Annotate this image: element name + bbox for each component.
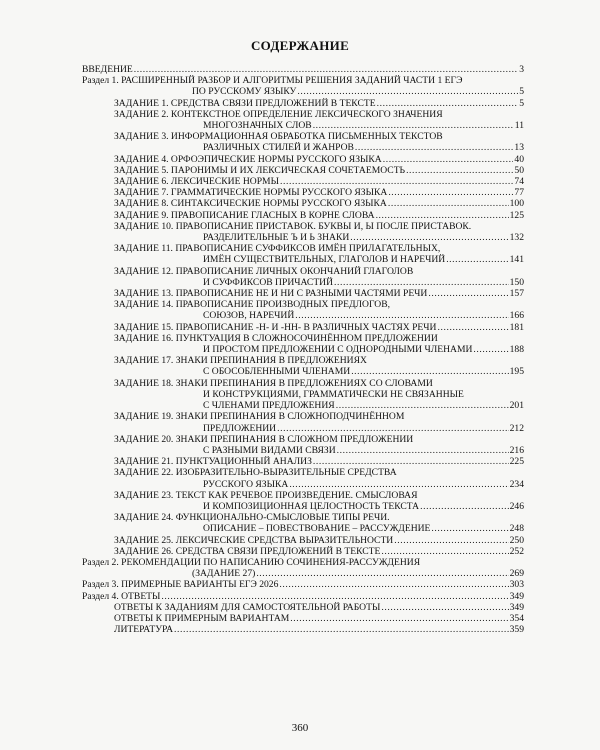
toc-page-number: 349 — [509, 601, 524, 613]
dot-leader — [313, 120, 514, 131]
dot-leader — [134, 64, 518, 75]
toc-entry — [82, 64, 524, 75]
toc-entry — [82, 187, 524, 198]
toc-entry-text: ЗАДАНИЕ 21. ПУНКТУАЦИОННЫЙ АНАЛИЗ — [114, 456, 312, 468]
toc-entry-text: ОПИСАНИЕ – ПОВЕСТВОВАНИЕ – РАССУЖДЕНИЕ — [203, 523, 431, 535]
toc-entry-text: ЗАДАНИЕ 22. ИЗОБРАЗИТЕЛЬНО-ВЫРАЗИТЕЛЬНЫЕ СРЕДСТВА — [114, 467, 397, 479]
dot-leader — [174, 624, 509, 635]
dot-leader — [388, 198, 509, 209]
dot-leader — [256, 568, 508, 579]
dot-leader — [383, 154, 514, 165]
toc-page-number: 5 — [519, 97, 524, 109]
toc-entry-text: С ОБОСОБЛЕННЫМИ ЧЛЕНАМИ — [203, 366, 351, 378]
toc-entry-text: РАЗЛИЧНЫХ СТИЛЕЙ И ЖАНРОВ — [203, 142, 354, 154]
page-title: СОДЕРЖАНИЕ — [250, 38, 350, 53]
toc-entry-text: ЗАДАНИЕ 1. СРЕДСТВА СВЯЗИ ПРЕДЛОЖЕНИЙ В ТЕКСТЕ — [114, 97, 376, 109]
toc-page-number: 181 — [509, 321, 524, 333]
toc-entry — [82, 467, 524, 489]
dot-leader — [279, 579, 508, 590]
table-of-contents — [82, 64, 524, 635]
toc-entry-text: С РАЗНЫМИ ВИДАМИ СВЯЗИ — [203, 444, 336, 456]
toc-entry — [82, 456, 524, 467]
toc-entry-text: ЗАДАНИЕ 10. ПРАВОПИСАНИЕ ПРИСТАВОК. БУКВЫ И, Ы ПОСЛЕ ПРИСТАВОК. — [114, 220, 472, 232]
toc-page-number: 354 — [509, 612, 524, 624]
dot-leader — [446, 254, 508, 265]
toc-entry-text: Раздел 4. ОТВЕТЫ — [82, 590, 161, 602]
toc-entry-text: СОЮЗОВ, НАРЕЧИЙ — [203, 310, 295, 322]
toc-entry-text: ПО РУССКОМУ ЯЗЫКУ — [192, 86, 297, 98]
dot-leader — [473, 344, 508, 355]
toc-page-number: 157 — [509, 288, 524, 300]
page-number: 360 — [291, 722, 309, 734]
toc-entry-text: ЗАДАНИЕ 16. ПУНКТУАЦИЯ В СЛОЖНОСОЧИНЁННОМ ПРЕДЛОЖЕНИИ — [114, 332, 438, 344]
toc-entry — [82, 535, 524, 546]
dot-leader — [297, 86, 518, 97]
toc-entry-text: Раздел 2. РЕКОМЕНДАЦИИ ПО НАПИСАНИЮ СОЧИНЕНИЯ-РАССУЖДЕНИЯ — [82, 556, 421, 568]
toc-page-number: 216 — [509, 444, 524, 456]
toc-page-number: 13 — [514, 142, 524, 154]
dot-leader — [377, 98, 519, 109]
toc-entry-text: ЗАДАНИЕ 7. ГРАММАТИЧЕСКИЕ НОРМЫ РУССКОГО ЯЗЫКА — [114, 187, 388, 199]
toc-entry-text: ЗАДАНИЕ 23. ТЕКСТ КАК РЕЧЕВОЕ ПРОИЗВЕДЕНИЕ. СМЫСЛОВАЯ — [114, 489, 418, 501]
toc-entry — [82, 176, 524, 187]
toc-page-number: 201 — [509, 400, 524, 412]
toc-entry — [82, 154, 524, 165]
toc-entry-text: ЗАДАНИЕ 19. ЗНАКИ ПРЕПИНАНИЯ В СЛОЖНОПОДЧИНЁННОМ — [114, 411, 405, 423]
toc-entry — [82, 109, 524, 131]
toc-entry — [82, 546, 524, 557]
toc-entry-text: ОТВЕТЫ К ПРИМЕРНЫМ ВАРИАНТАМ — [114, 612, 290, 624]
toc-entry-text: И КОНСТРУКЦИЯМИ, ГРАММАТИЧЕСКИ НЕ СВЯЗАННЫЕ — [203, 388, 464, 400]
toc-entry-text: ИМЁН СУЩЕСТВИТЕЛЬНЫХ, ГЛАГОЛОВ И НАРЕЧИЙ — [203, 254, 446, 266]
toc-page-number: 225 — [509, 456, 524, 468]
dot-leader — [336, 400, 509, 411]
toc-entry — [82, 243, 524, 265]
toc-page-number: 303 — [509, 579, 524, 591]
toc-entry — [82, 210, 524, 221]
toc-page-number: 252 — [509, 545, 524, 557]
toc-page-number: 248 — [509, 523, 524, 535]
toc-entry-text: ЗАДАНИЕ 25. ЛЕКСИЧЕСКИЕ СРЕДСТВА ВЫРАЗИТЕЛЬНОСТИ — [114, 534, 394, 546]
toc-entry-text: ЗАДАНИЕ 26. СРЕДСТВА СВЯЗИ ПРЕДЛОЖЕНИЙ В ТЕКСТЕ — [114, 545, 381, 557]
toc-entry — [82, 512, 524, 534]
dot-leader — [280, 176, 513, 187]
toc-page-number: 5 — [519, 86, 524, 98]
dot-leader — [290, 613, 508, 624]
toc-entry-text: ЗАДАНИЕ 6. ЛЕКСИЧЕСКИЕ НОРМЫ — [114, 176, 279, 188]
toc-entry — [82, 591, 524, 602]
toc-entry-text: И КОМПОЗИЦИОННАЯ ЦЕЛОСТНОСТЬ ТЕКСТА — [203, 500, 420, 512]
dot-leader — [388, 187, 513, 198]
dot-leader — [381, 602, 508, 613]
dot-leader — [277, 423, 509, 434]
toc-entry-text: (ЗАДАНИЕ 27) — [192, 568, 256, 580]
dot-leader — [351, 366, 508, 377]
dot-leader — [355, 142, 513, 153]
toc-page-number: 269 — [509, 568, 524, 580]
toc-entry-text: Раздел 1. РАСШИРЕННЫЙ РАЗБОР И АЛГОРИТМЫ РЕШЕНИЯ ЗАДАНИЙ ЧАСТИ 1 ЕГЭ — [82, 75, 463, 87]
toc-entry-text: ЗАДАНИЕ 18. ЗНАКИ ПРЕПИНАНИЯ В ПРЕДЛОЖЕНИЯХ СО СЛОВАМИ — [114, 377, 433, 389]
dot-leader — [161, 591, 508, 602]
dot-leader — [437, 322, 508, 333]
toc-entry-text: ЗАДАНИЕ 17. ЗНАКИ ПРЕПИНАНИЯ В ПРЕДЛОЖЕНИЯХ — [114, 355, 367, 367]
toc-entry-text: ЗАДАНИЕ 5. ПАРОНИМЫ И ИХ ЛЕКСИЧЕСКАЯ СОЧЕТАЕМОСТЬ — [114, 164, 406, 176]
toc-entry — [82, 355, 524, 377]
toc-entry-text: ЗАДАНИЕ 8. СИНТАКСИЧЕСКИЕ НОРМЫ РУССКОГО ЯЗЫКА — [114, 198, 387, 210]
toc-entry-text: ЛИТЕРАТУРА — [114, 624, 174, 636]
toc-entry — [82, 333, 524, 355]
toc-page-number: 250 — [509, 534, 524, 546]
toc-entry-text: ЗАДАНИЕ 15. ПРАВОПИСАНИЕ -Н- И -НН- В РАЗЛИЧНЫХ ЧАСТЯХ РЕЧИ — [114, 321, 437, 333]
toc-page-number: 195 — [509, 366, 524, 378]
dot-leader — [381, 546, 508, 557]
toc-entry — [82, 98, 524, 109]
toc-entry-text: И СУФФИКСОВ ПРИЧАСТИЙ — [203, 276, 334, 288]
toc-page-number: 212 — [509, 422, 524, 434]
toc-entry-text: ВВЕДЕНИЕ — [82, 64, 133, 75]
toc-entry-text: ЗАДАНИЕ 9. ПРАВОПИСАНИЕ ГЛАСНЫХ В КОРНЕ СЛОВА — [114, 209, 375, 221]
toc-page-number: 100 — [509, 198, 524, 210]
toc-entry — [82, 602, 524, 613]
toc-entry-text: МНОГОЗНАЧНЫХ СЛОВ — [203, 120, 312, 132]
toc-entry-text: ЗАДАНИЕ 12. ПРАВОПИСАНИЕ ЛИЧНЫХ ОКОНЧАНИЙ ГЛАГОЛОВ — [114, 265, 414, 277]
dot-leader — [420, 501, 509, 512]
toc-entry-text: РУССКОГО ЯЗЫКА — [203, 478, 289, 490]
toc-page-number: 188 — [509, 344, 524, 356]
toc-page-number: 40 — [514, 153, 524, 165]
toc-page-number: 3 — [519, 64, 524, 75]
toc-entry — [82, 613, 524, 624]
toc-page-number: 166 — [509, 310, 524, 322]
toc-entry — [82, 624, 524, 635]
toc-entry — [82, 579, 524, 590]
toc-entry — [82, 434, 524, 456]
toc-entry-text: ЗАДАНИЕ 3. ИНФОРМАЦИОННАЯ ОБРАБОТКА ПИСЬМЕННЫХ ТЕКСТОВ — [114, 131, 443, 143]
toc-entry-text: ПРЕДЛОЖЕНИИ — [203, 422, 277, 434]
toc-entry — [82, 221, 524, 243]
toc-page-number: 359 — [509, 624, 524, 636]
toc-entry — [82, 322, 524, 333]
dot-leader — [334, 277, 509, 288]
dot-leader — [428, 288, 508, 299]
toc-entry-text: С ЧЛЕНАМИ ПРЕДЛОЖЕНИЯ — [203, 400, 335, 412]
dot-leader — [289, 479, 508, 490]
dot-leader — [406, 165, 513, 176]
toc-entry — [82, 490, 524, 512]
dot-leader — [350, 232, 508, 243]
toc-entry — [82, 299, 524, 321]
dot-leader — [295, 310, 508, 321]
toc-entry-text: ЗАДАНИЕ 2. КОНТЕКСТНОЕ ОПРЕДЕЛЕНИЕ ЛЕКСИЧЕСКОГО ЗНАЧЕНИЯ — [114, 108, 443, 120]
toc-entry — [82, 411, 524, 433]
toc-entry — [82, 75, 524, 97]
dot-leader — [376, 210, 509, 221]
toc-entry-text: ЗАДАНИЕ 13. ПРАВОПИСАНИЕ НЕ И НИ С РАЗНЫМИ ЧАСТЯМИ РЕЧИ — [114, 288, 428, 300]
dot-leader — [337, 445, 509, 456]
toc-entry — [82, 288, 524, 299]
toc-page-number: 50 — [514, 164, 524, 176]
toc-page-number: 11 — [514, 120, 524, 132]
dot-leader — [313, 456, 509, 467]
toc-entry-text: ЗАДАНИЕ 14. ПРАВОПИСАНИЕ ПРОИЗВОДНЫХ ПРЕДЛОГОВ, — [114, 299, 391, 311]
toc-entry-text: И ПРОСТОМ ПРЕДЛОЖЕНИИ С ОДНОРОДНЫМИ ЧЛЕНАМИ — [203, 344, 473, 356]
toc-page-number: 74 — [514, 176, 524, 188]
toc-page-number: 77 — [514, 187, 524, 199]
toc-entry — [82, 378, 524, 412]
toc-page-number: 150 — [509, 276, 524, 288]
toc-entry-text: Раздел 3. ПРИМЕРНЫЕ ВАРИАНТЫ ЕГЭ 2026 — [82, 579, 279, 591]
toc-page-number: 246 — [509, 500, 524, 512]
toc-entry-text: ЗАДАНИЕ 11. ПРАВОПИСАНИЕ СУФФИКСОВ ИМЁН ПРИЛАГАТЕЛЬНЫХ, — [114, 243, 441, 255]
toc-entry-text: ЗАДАНИЕ 24. ФУНКЦИОНАЛЬНО-СМЫСЛОВЫЕ ТИПЫ РЕЧИ. — [114, 512, 390, 524]
toc-page-number: 141 — [509, 254, 524, 266]
toc-page-number: 125 — [509, 209, 524, 221]
toc-entry — [82, 198, 524, 209]
toc-page-number: 132 — [509, 232, 524, 244]
toc-entry-text: ОТВЕТЫ К ЗАДАНИЯМ ДЛЯ САМОСТОЯТЕЛЬНОЙ РАБОТЫ — [114, 601, 381, 613]
dot-leader — [394, 535, 508, 546]
toc-entry — [82, 266, 524, 288]
toc-entry-text: ЗАДАНИЕ 20. ЗНАКИ ПРЕПИНАНИЯ В СЛОЖНОМ ПРЕДЛОЖЕНИИ — [114, 433, 414, 445]
toc-page-number: 349 — [509, 590, 524, 602]
toc-entry-text: ЗАДАНИЕ 4. ОРФОЭПИЧЕСКИЕ НОРМЫ РУССКОГО ЯЗЫКА — [114, 153, 382, 165]
dot-leader — [431, 523, 508, 534]
toc-entry — [82, 165, 524, 176]
toc-entry — [82, 557, 524, 579]
toc-entry-text: РАЗДЕЛИТЕЛЬНЫЕ Ъ И Ь ЗНАКИ — [203, 232, 350, 244]
toc-page-number: 234 — [509, 478, 524, 490]
toc-entry — [82, 131, 524, 153]
